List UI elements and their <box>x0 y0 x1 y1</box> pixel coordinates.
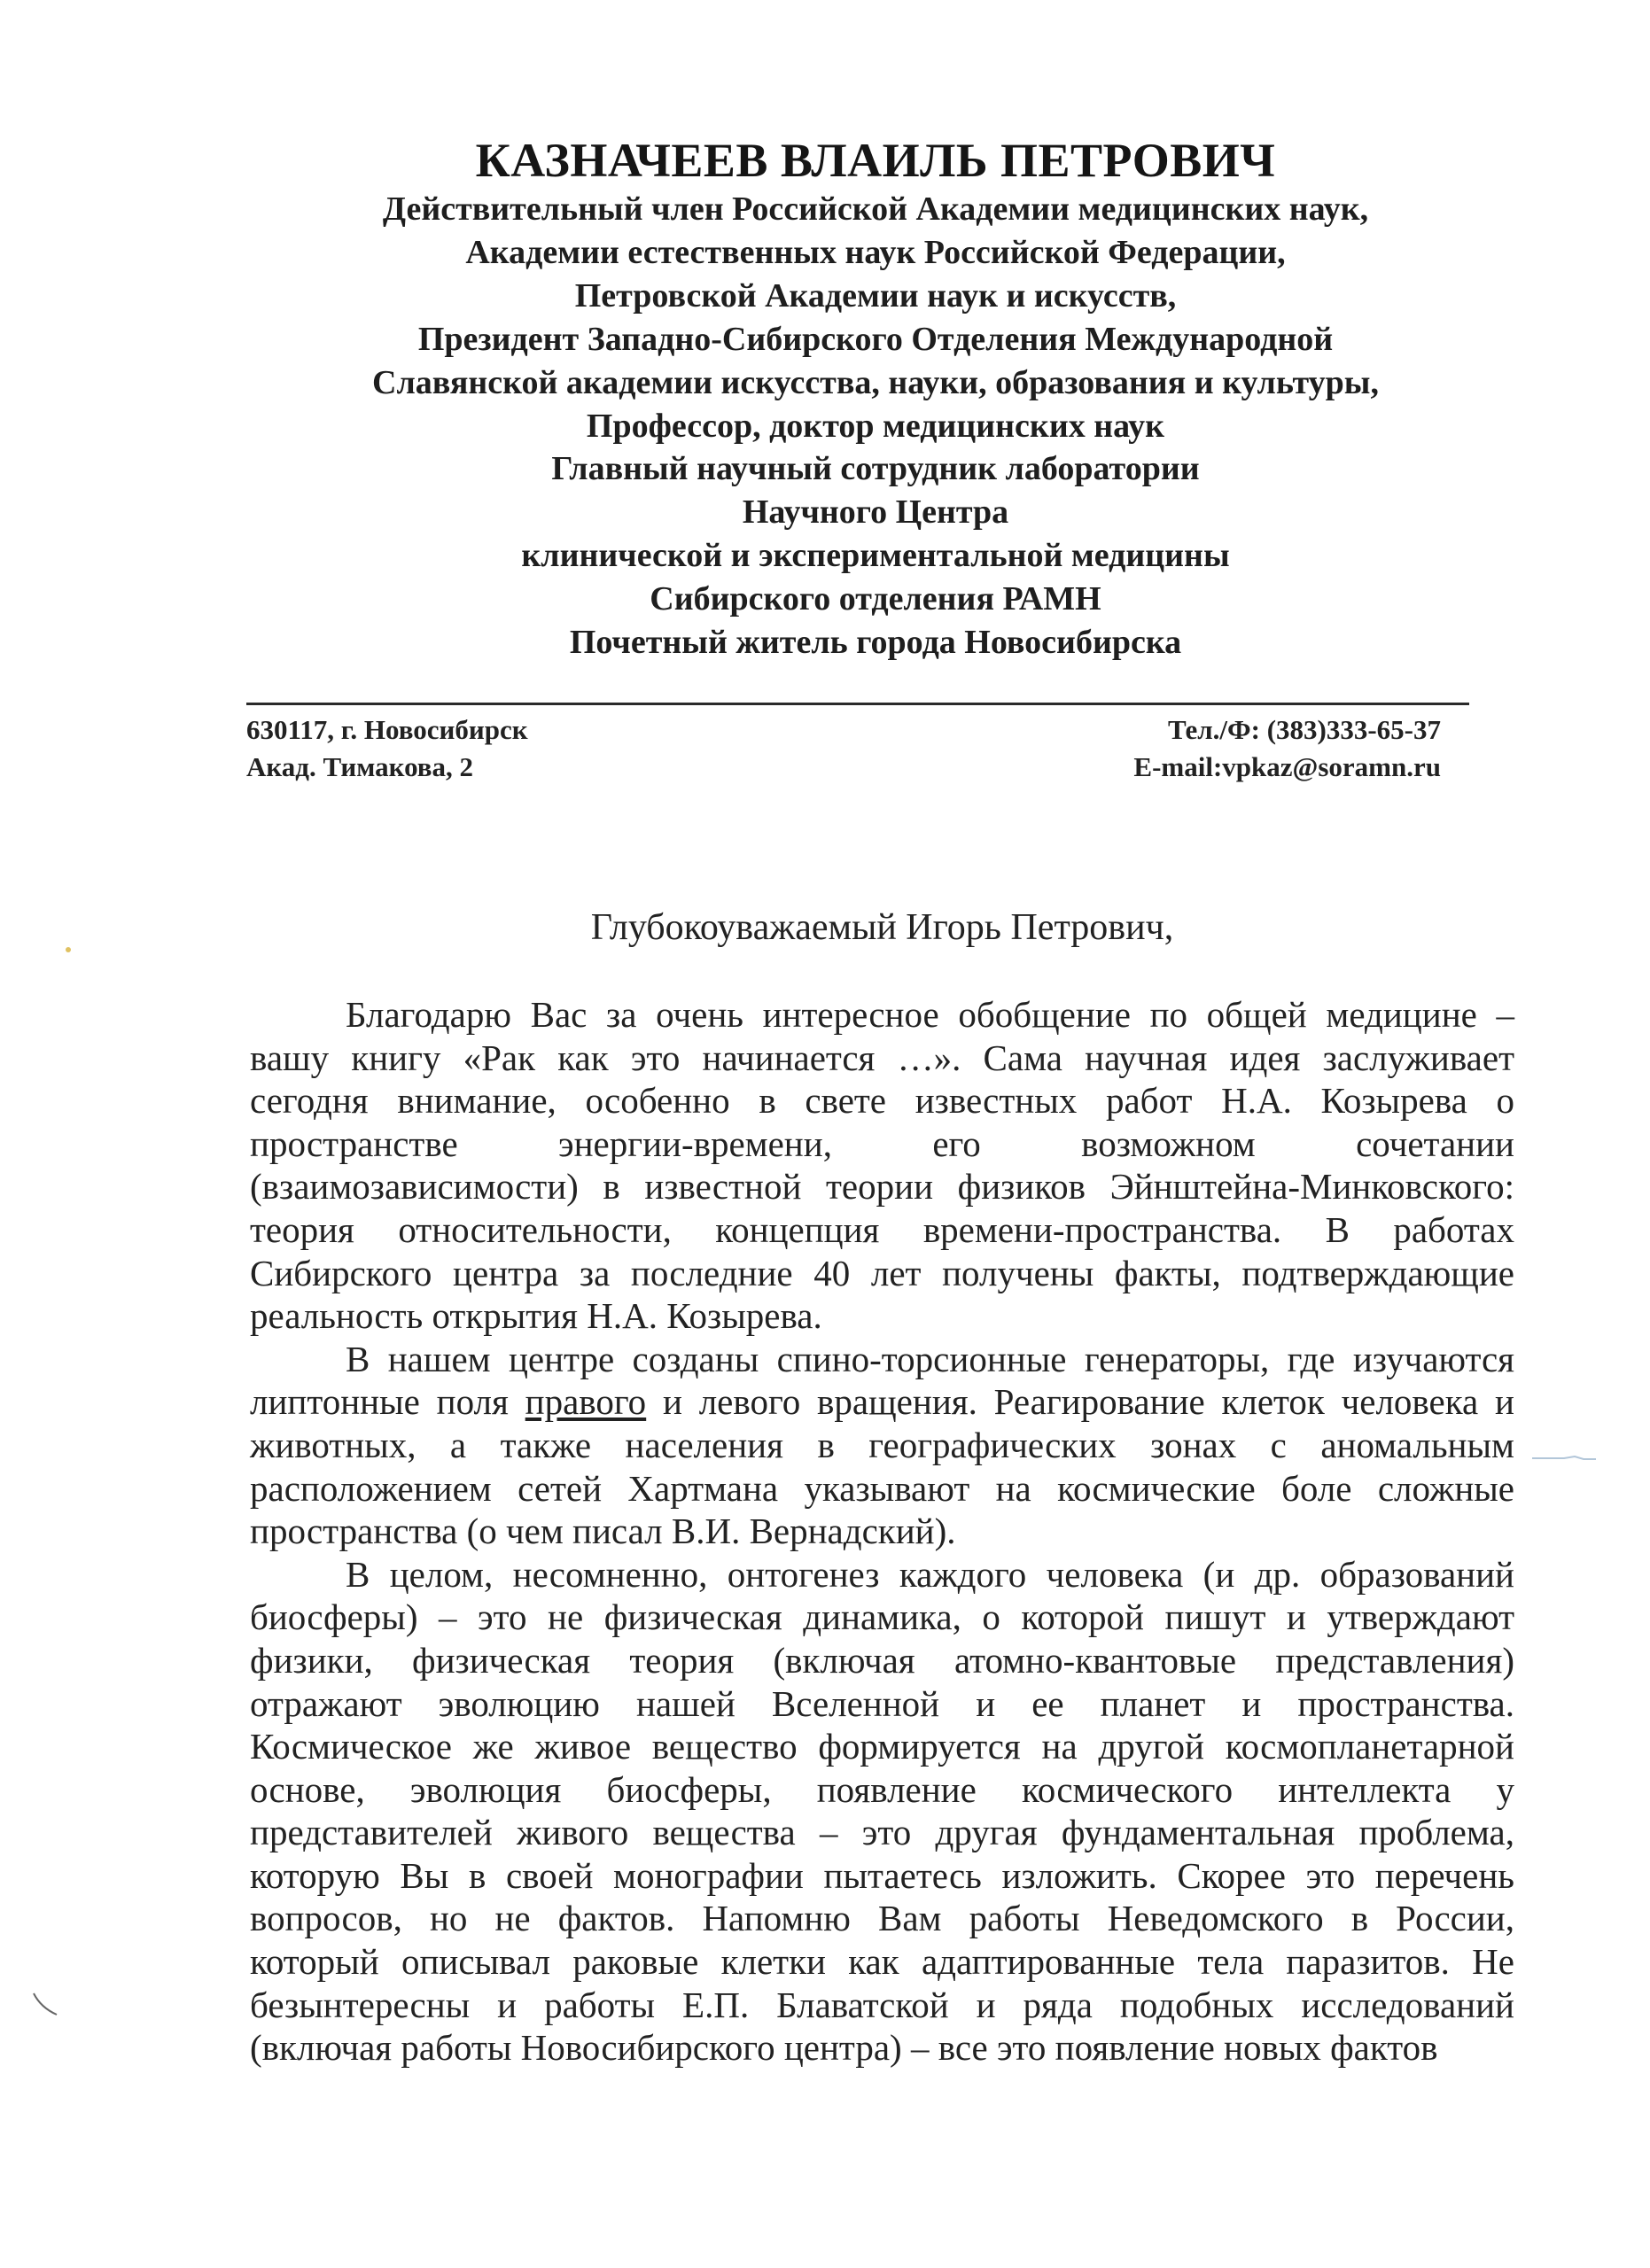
letterhead-title-line: Профессор, доктор медицинских наук <box>586 407 1165 445</box>
address-street-line: Акад. Тимакова, 2 <box>246 751 474 782</box>
letterhead-title-line: Почетный житель города Новосибирска <box>569 624 1182 662</box>
letterhead <box>246 133 1505 664</box>
underlined-word: правого <box>525 1381 647 1423</box>
letterhead-name: КАЗНАЧЕЕВ ВЛАИЛЬ ПЕТРОВИЧ <box>475 134 1276 187</box>
letter-line <box>250 1380 1514 1424</box>
letterhead-title-line: Главный научный сотрудник лаборатории <box>551 450 1200 488</box>
letter-line: Благодарю Вас за очень интересное обобщение по общей медицине – <box>346 994 1514 1035</box>
letter-line: В целом, несомненно, онтогенез каждого человека (и др. образований <box>346 1553 1514 1595</box>
letterhead-title-line: Петровской Академии наук и искусств, <box>574 276 1177 315</box>
letter-line: пространства (о чем писал В.И. Вернадский). <box>250 1511 956 1552</box>
letter-line: сегодня внимание, особенно в свете известных работ Н.А. Козырева о <box>250 1080 1514 1122</box>
letterhead-divider <box>246 703 1469 705</box>
letter-line: основе, эволюция биосферы, появление космического интеллекта у <box>250 1768 1514 1810</box>
letter-line: отражают эволюцию нашей Вселенной и ее планет и пространства. <box>250 1682 1514 1724</box>
scan-margin-dash-mark <box>1529 1453 1599 1464</box>
contact-info <box>1133 711 1441 786</box>
letter-line: животных, а также населения в географических зонах с аномальным <box>250 1424 1514 1465</box>
letter-line: Космическое же живое вещество формируется на другой космопланетарной <box>250 1726 1514 1767</box>
letter-line: вопросов, но не фактов. Напомню Вам работы Неведомского в России, <box>250 1898 1514 1939</box>
letter-line: (включая работы Новосибирского центра) – все это появление новых фактов <box>250 2027 1438 2069</box>
letterhead-title-line: Сибирского отделения РАМН <box>650 580 1101 618</box>
letter-line: Сибирского центра за последние 40 лет получены факты, подтверждающие <box>250 1252 1514 1293</box>
scan-pen-stroke-mark <box>30 1990 62 2018</box>
postal-address <box>246 711 528 786</box>
address-city-line: 630117, г. Новосибирск <box>246 714 528 745</box>
email-address: E-mail:vpkaz@soramn.ru <box>1133 751 1441 782</box>
scan-speck-mark <box>62 944 74 956</box>
letter-line: представителей живого вещества – это другая фундаментальная проблема, <box>250 1812 1514 1853</box>
letter-body <box>250 993 1514 2070</box>
letter-line: безынтересны и работы Е.П. Блаватской и ряда подобных исследований <box>250 1984 1514 2025</box>
letter-line: теория относительности, концепция времени-пространства. В работах <box>250 1208 1514 1250</box>
letterhead-title-line: Действительный член Российской Академии медицинских наук, <box>382 190 1369 228</box>
letter-line: который описывал раковые клетки как адаптированные тела паразитов. Не <box>250 1941 1514 1983</box>
letter-line: пространстве энергии-времени, его возможном сочетании <box>250 1122 1514 1164</box>
letter-line: реальность открытия Н.А. Козырева. <box>250 1295 822 1337</box>
letter-line: вашу книгу «Рак как это начинается …». Сама научная идея заслуживает <box>250 1037 1514 1078</box>
line-segment: липтонные поля <box>250 1381 525 1423</box>
letter-line: расположением сетей Хартмана указывают на космические боле сложные <box>250 1467 1514 1509</box>
letterhead-title-line: Славянской академии искусства, науки, образования и культуры, <box>372 363 1379 401</box>
letter-line: физики, физическая теория (включая атомно-квантовые представления) <box>250 1639 1514 1681</box>
salutation: Глубокоуважаемый Игорь Петрович, <box>590 907 1174 948</box>
letter-line: биосферы) – это не физическая динамика, о которой пишут и утверждают <box>250 1596 1514 1638</box>
phone-fax: Тел./Ф: (383)333-65-37 <box>1167 714 1441 745</box>
line-segment: и левого вращения. Реагирование клеток человека и <box>646 1381 1514 1423</box>
letter-line: В нашем центре созданы спино-торсионные генераторы, где изучаются <box>346 1338 1514 1379</box>
letter-line: (взаимозависимости) в известной теории физиков Эйнштейна-Минковского: <box>250 1166 1514 1208</box>
letterhead-title-line: Академии естественных наук Российской Федерации, <box>465 233 1286 271</box>
letterhead-title-line: Президент Западно-Сибирского Отделения Международной <box>417 320 1334 358</box>
letter-line: которую Вы в своей монографии пытаетесь изложить. Скорее это перечень <box>250 1854 1514 1896</box>
letterhead-title-line: клинической и экспериментальной медицины <box>521 537 1230 575</box>
letterhead-title-line: Научного Центра <box>742 493 1009 532</box>
